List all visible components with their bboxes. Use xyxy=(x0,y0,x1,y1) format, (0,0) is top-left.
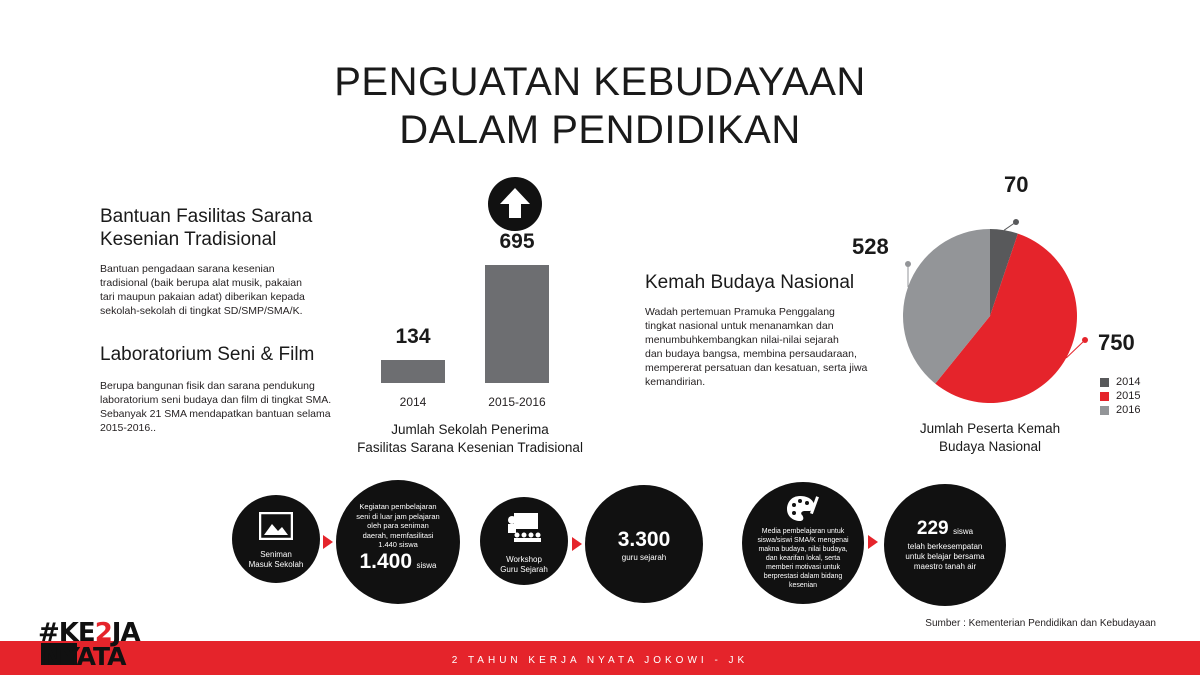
pie-slice-2016 xyxy=(903,229,990,384)
workshop-circle xyxy=(480,497,568,585)
legend-swatch-2014 xyxy=(1100,378,1109,387)
section-fasilitas-body: Bantuan pengadaan sarana kesenian tradisional (baik berupa alat musik, pakaian tari maupun pakaian adat) diberikan kepada sekolah-sekolah di tingkat SD/SMP/SMA/K. xyxy=(100,263,305,317)
media-desc: Media pembelajaran untuk siswa/siswi SMA/K mengenai makna budaya, nilai budaya, dan kearifan lokal, serta memberi motivasi untuk berprestasi dalam bidang kesenian xyxy=(757,528,849,589)
arrow-right-icon xyxy=(868,535,878,549)
seniman-circle xyxy=(232,495,320,583)
seniman-desc: Kegiatan pembelajaran seni di luar jam pelajaran oleh para seniman daerah, memfasilitasi 1.440 siswa xyxy=(356,502,440,549)
seniman-unit: siswa xyxy=(416,561,437,570)
pie-leader-dot xyxy=(905,261,911,267)
pie-leader-dot xyxy=(1082,337,1088,343)
media-note: telah berkesempatan untuk belajar bersama maestro tanah air xyxy=(905,542,985,571)
section-kemah-body: Wadah pertemuan Pramuka Penggalang tingkat nasional untuk menanamkan dan menumbuhkembangkan nilai-nilai sejarah dan budaya bangsa, membina persaudaraan, mempererat persatuan dan kesatuan, serta jiwa kemandirian. xyxy=(645,306,868,388)
legend-swatch-2016 xyxy=(1100,406,1109,415)
kerja-nyata-logo xyxy=(38,618,166,672)
seniman-value: 1.400 xyxy=(359,550,413,573)
seniman-stat-circle xyxy=(336,480,460,604)
section-lab-body: Berupa bangunan fisik dan sarana pendukung laboratorium seni budaya dan film di tingkat SMA. Sebanyak 21 SMA mendapatkan bantuan selama 2015-2016.. xyxy=(100,380,332,434)
pie-value-2014: 70 xyxy=(1004,172,1029,197)
picture-frame-icon xyxy=(259,512,293,540)
legend-item-2014: 2014 xyxy=(1100,376,1140,388)
seniman-label: Seniman Masuk Sekolah xyxy=(248,550,304,569)
bar-category-label: 2014 xyxy=(399,395,427,409)
section-lab-heading: Laboratorium Seni & Film xyxy=(100,344,315,365)
legend-swatch-2015 xyxy=(1100,392,1109,401)
arrow-right-icon xyxy=(323,535,333,549)
teacher-workshop-icon xyxy=(506,511,542,543)
bar-value-label: 134 xyxy=(395,325,431,349)
title-line-1: PENGUATAN KEBUDAYAAN xyxy=(334,60,866,104)
arrow-right-icon xyxy=(572,537,582,551)
media-value-row xyxy=(884,518,1006,540)
svg-text:#KE2JA: #KE2JA xyxy=(38,618,140,648)
media-stat-circle xyxy=(884,484,1006,606)
legend-item-2015: 2015 xyxy=(1100,390,1140,402)
pie-leader-dot xyxy=(1013,219,1019,225)
svg-text:NYATA: NYATA xyxy=(42,642,126,671)
bar-2015-2016 xyxy=(485,265,549,383)
workshop-label: Workshop Guru Sejarah xyxy=(500,555,548,574)
media-unit: siswa xyxy=(953,527,974,536)
workshop-value: 3.300 xyxy=(617,528,671,551)
seniman-value-row xyxy=(336,550,460,574)
media-value: 229 xyxy=(916,518,949,539)
workshop-stat-circle xyxy=(585,485,703,603)
up-arrow-icon xyxy=(488,177,542,231)
pie-leader-line xyxy=(1066,340,1085,358)
pie-value-2015: 750 xyxy=(1098,330,1135,355)
bar-category-label: 2015-2016 xyxy=(488,395,546,409)
title-line-2: DALAM PENDIDIKAN xyxy=(399,108,801,152)
pie-value-2016: 528 xyxy=(852,234,889,259)
section-kemah-heading: Kemah Budaya Nasional xyxy=(645,272,855,293)
legend-item-2016: 2016 xyxy=(1100,404,1140,416)
bar-value-label: 695 xyxy=(499,230,535,253)
media-circle xyxy=(742,482,864,604)
source-text: Sumber : Kementerian Pendidikan dan Kebudayaan xyxy=(925,618,1156,629)
bar-chart-caption: Jumlah Sekolah Penerima Fasilitas Sarana Kesenian Tradisional xyxy=(357,422,583,455)
bar-2014 xyxy=(381,360,445,383)
pie-leader-line xyxy=(1004,222,1016,230)
palette-icon xyxy=(786,494,820,522)
pie-slice-2014 xyxy=(990,229,1018,316)
workshop-unit: guru sejarah xyxy=(621,553,667,562)
pie-slice-2015 xyxy=(935,234,1077,403)
page-title xyxy=(0,58,1200,154)
section-fasilitas-heading: Bantuan Fasilitas Sarana Kesenian Tradisional xyxy=(100,206,313,250)
footer-text: 2 TAHUN KERJA NYATA JOKOWI - JK xyxy=(451,655,749,666)
pie-chart-caption: Jumlah Peserta Kemah Budaya Nasional xyxy=(919,421,1061,454)
